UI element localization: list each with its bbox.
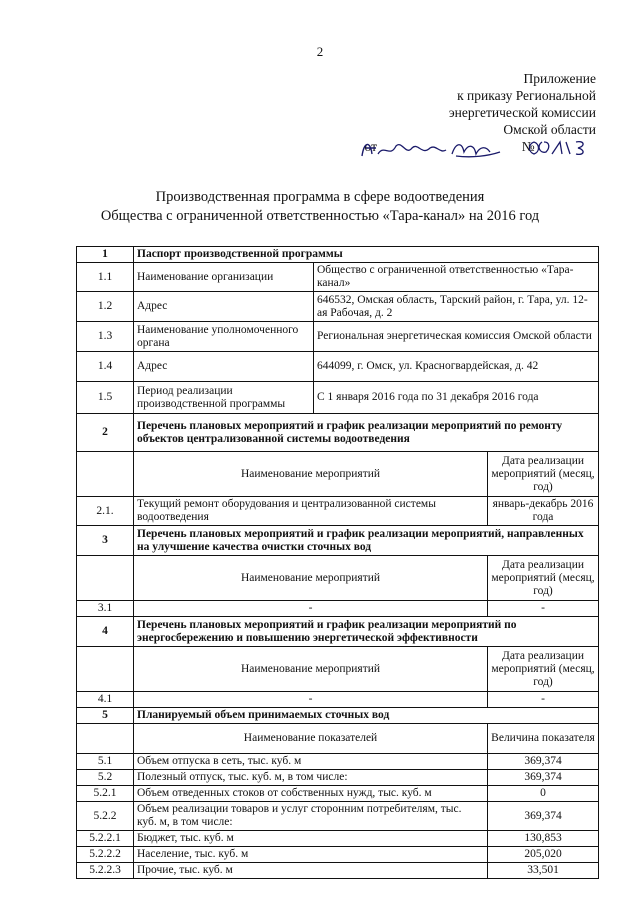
- number-sign: №: [521, 139, 535, 154]
- table-row: [77, 754, 599, 770]
- table-row: [77, 601, 599, 617]
- row-value: 369,374: [488, 802, 599, 831]
- row-value: 130,853: [488, 831, 599, 847]
- empty-cell: [77, 724, 134, 754]
- production-program-table: [76, 246, 599, 879]
- table-row: [77, 786, 599, 802]
- row-value: 205,020: [488, 847, 599, 863]
- row-value: 644099, г. Омск, ул. Красногвардейская, д. 42: [314, 352, 599, 382]
- appendix-line-4: Омской области: [503, 122, 596, 137]
- table-row: [77, 322, 599, 352]
- section-number: 2: [77, 414, 134, 452]
- row-name: Объем отпуска в сеть, тыс. куб. м: [134, 754, 488, 770]
- section-2-header-row: [77, 414, 599, 452]
- document-title-line-1: Производственная программа в сфере водоотведения: [155, 189, 485, 205]
- section-number: 5: [77, 708, 134, 724]
- appendix-line-3: энергетической комиссии: [448, 105, 596, 120]
- section-title: Планируемый объем принимаемых сточных вод: [134, 708, 599, 724]
- table-row: [77, 863, 599, 879]
- column-header-date: Дата реализации мероприятий (месяц, год): [488, 452, 599, 497]
- section-5-header-row: [77, 708, 599, 724]
- section-number: 3: [77, 526, 134, 556]
- appendix-line-2: к приказу Региональной: [457, 88, 596, 103]
- section-title: Перечень плановых мероприятий и график реализации мероприятий по ремонту объектов централизованной системы водоотведения: [134, 414, 599, 452]
- row-value: 33,501: [488, 863, 599, 879]
- section-number: 4: [77, 617, 134, 647]
- row-number: 5.2.2.2: [77, 847, 134, 863]
- row-name: -: [134, 692, 488, 708]
- column-header-date: Дата реализации мероприятий (месяц, год): [488, 647, 599, 692]
- table-row: [77, 497, 599, 526]
- row-number: 5.2.1: [77, 786, 134, 802]
- date-prefix: от: [364, 139, 377, 154]
- row-number: 5.2: [77, 770, 134, 786]
- appendix-line-1: Приложение: [523, 71, 596, 86]
- row-value: Общество с ограниченной ответственностью «Тара-канал»: [314, 263, 599, 292]
- table-row: [77, 692, 599, 708]
- row-number: 1.5: [77, 382, 134, 414]
- row-name: Полезный отпуск, тыс. куб. м, в том числе:: [134, 770, 488, 786]
- row-number: 5.1: [77, 754, 134, 770]
- row-number: 4.1: [77, 692, 134, 708]
- document-title-line-2: Общества с ограниченной ответственностью «Тара-канал» на 2016 год: [100, 208, 540, 224]
- row-number: 1.3: [77, 322, 134, 352]
- row-value: 369,374: [488, 770, 599, 786]
- empty-cell: [77, 452, 134, 497]
- appendix-block: [336, 70, 596, 155]
- section-number: 1: [77, 247, 134, 263]
- table-row: [77, 802, 599, 831]
- column-header-name: Наименование показателей: [134, 724, 488, 754]
- row-number: 2.1.: [77, 497, 134, 526]
- column-header-row: [77, 556, 599, 601]
- empty-cell: [77, 556, 134, 601]
- row-name: Текущий ремонт оборудования и централизованной системы водоотведения: [134, 497, 488, 526]
- row-value: 646532, Омская область, Тарский район, г. Тара, ул. 12-ая Рабочая, д. 2: [314, 292, 599, 322]
- page-number: 2: [316, 44, 324, 59]
- column-header-date: Дата реализации мероприятий (месяц, год): [488, 556, 599, 601]
- section-3-header-row: [77, 526, 599, 556]
- column-header-row: [77, 647, 599, 692]
- row-value: С 1 января 2016 года по 31 декабря 2016 года: [314, 382, 599, 414]
- table-row: [77, 292, 599, 322]
- row-date: -: [488, 692, 599, 708]
- row-date: -: [488, 601, 599, 617]
- row-date: январь-декабрь 2016 года: [488, 497, 599, 526]
- column-header-row: [77, 452, 599, 497]
- column-header-name: Наименование мероприятий: [134, 452, 488, 497]
- table-row: [77, 831, 599, 847]
- empty-cell: [77, 647, 134, 692]
- column-header-value: Величина показателя: [488, 724, 599, 754]
- row-value: 369,374: [488, 754, 599, 770]
- table-row: [77, 847, 599, 863]
- column-header-row: [77, 724, 599, 754]
- section-1-header-row: [77, 247, 599, 263]
- section-title: Паспорт производственной программы: [134, 247, 599, 263]
- column-header-name: Наименование мероприятий: [134, 556, 488, 601]
- row-label: Адрес: [134, 292, 314, 322]
- row-name: -: [134, 601, 488, 617]
- row-name: Объем отведенных стоков от собственных нужд, тыс. куб. м: [134, 786, 488, 802]
- row-name: Объем реализации товаров и услуг сторонним потребителям, тыс. куб. м, в том числе:: [134, 802, 488, 831]
- row-name: Прочие, тыс. куб. м: [134, 863, 488, 879]
- table-row: [77, 263, 599, 292]
- handwritten-date-and-number-signature: [356, 136, 596, 160]
- row-label: Период реализации производственной программы: [134, 382, 314, 414]
- row-number: 5.2.2.1: [77, 831, 134, 847]
- row-label: Наименование уполномоченного органа: [134, 322, 314, 352]
- section-title: Перечень плановых мероприятий и график реализации мероприятий, направленных на улучшение качества очистки сточных вод: [134, 526, 599, 556]
- row-value: Региональная энергетическая комиссия Омской области: [314, 322, 599, 352]
- section-title: Перечень плановых мероприятий и график реализации мероприятий по энергосбережению и повышению энергетической эффективности: [134, 617, 599, 647]
- order-date-line: [336, 138, 596, 155]
- row-number: 1.2: [77, 292, 134, 322]
- row-number: 3.1: [77, 601, 134, 617]
- row-label: Наименование организации: [134, 263, 314, 292]
- row-number: 1.1: [77, 263, 134, 292]
- row-name: Население, тыс. куб. м: [134, 847, 488, 863]
- document-title: [60, 188, 580, 226]
- section-4-header-row: [77, 617, 599, 647]
- row-number: 5.2.2.3: [77, 863, 134, 879]
- row-value: 0: [488, 786, 599, 802]
- table-row: [77, 382, 599, 414]
- row-number: 1.4: [77, 352, 134, 382]
- table-row: [77, 352, 599, 382]
- column-header-name: Наименование мероприятий: [134, 647, 488, 692]
- row-number: 5.2.2: [77, 802, 134, 831]
- row-label: Адрес: [134, 352, 314, 382]
- table-row: [77, 770, 599, 786]
- row-name: Бюджет, тыс. куб. м: [134, 831, 488, 847]
